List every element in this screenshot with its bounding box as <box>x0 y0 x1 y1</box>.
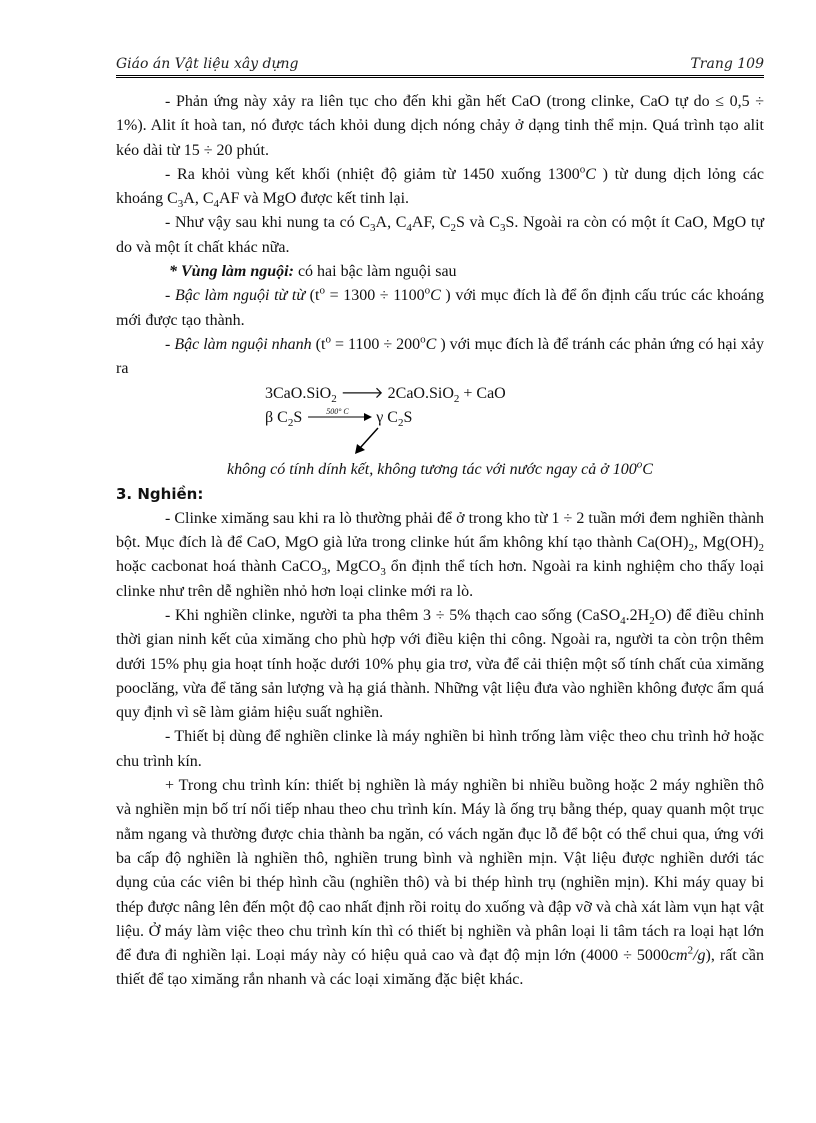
arrow-right-icon <box>306 412 372 422</box>
paragraph-gypsum-additive: - Khi nghiền clinke, người ta pha thêm 3 ÷ 5% thạch cao sống $(CaSO_4.2H_2O)$ để điều chỉnh thời gian ninh kết của ximăng cho phù hợp với điều kiện thi công. Ngoài ra, người ta còn trộn thêm dưới 15% phụ gia hoạt tính hoặc dưới 10% phụ gia trơ, vừa để cải thiện một số tính chất của ximăng pooclăng, vừa để tăng sản lượng và hạ giá thành. Những vật liệu đưa vào nghiền không được ẩm quá quy định vì sẽ làm giảm hiệu suất nghiền. <box>116 606 765 722</box>
reaction-arrow: 500° C <box>306 406 372 424</box>
paragraph-after-firing: - Như vậy sau khi nung ta có $C_3A$, $C_4AF$, $C_2S$ và $C_3S$. Ngoài ra còn có một ít CaO, MgO tự do và một ít chất khác nữa. <box>116 214 765 256</box>
section-heading-grinding: 3. Nghiền: <box>116 485 204 504</box>
page-body <box>116 90 764 993</box>
page-header <box>116 52 764 78</box>
equation-alite-decomposition: 3CaO.SiO$_2$ 🡒 2CaO.SiO$_2$ + CaO <box>265 384 506 405</box>
note-no-binding: không có tính dính kết, không tương tác với nước ngay cả ở 100$^o$C <box>227 458 653 479</box>
paragraph-clinker-storage: - Clinke ximăng sau khi ra lò thường phải để ở trong kho từ 1 ÷ 2 tuần mới đem nghiền thành bột. Mục đích là để CaO, MgO già lửa trong clinke hút ẩm không khí tạo thành $Ca(OH)_2$, $Mg(OH)_2$ hoặc cacbonat hoá thành CaCO$_3$, MgCO$_3$ ổn định thể tích hơn. Ngoài ra kinh nghiệm cho thấy loại clinke như trên dễ nghiền nhỏ hơn loại clinke mới ra lò. <box>116 509 765 600</box>
paragraph-slow-cooling: - Bậc làm nguội từ từ ($t^o = 1300 \div 1100^oC$ ) với mục đích là để ổn định cấu trúc các khoáng mới được tạo thành. <box>116 285 765 329</box>
paragraph-fast-cooling: - Bậc làm nguội nhanh ($t^o = 1100 \div 200^oC$ ) với mục đích là để tránh các phản ứng có hại xảy ra <box>116 333 765 378</box>
header-title: Giáo án Vật liệu xây dựng <box>116 56 299 72</box>
arrow-down-left-icon <box>352 426 382 456</box>
diagonal-arrow-area <box>116 430 764 458</box>
header-rule <box>116 75 764 76</box>
header-page-number: Trang 109 <box>690 56 764 72</box>
paragraph-alit-reaction: - Phản ứng này xảy ra liên tục cho đến khi gần hết CaO (trong clinke, CaO tự do ≤ 0,5 ÷ 1%). Alit ít hoà tan, nó được tách khỏi dung dịch nóng chảy ở dạng tinh thể mịn. Quá trình tạo alit kéo dài từ 15 ÷ 20 phút. <box>116 93 764 159</box>
header-rule-thin <box>116 77 764 78</box>
paragraph-cooling-zone: * Vùng làm nguội: có hai bậc làm nguội sau <box>169 263 457 281</box>
equation-belite-transition: β $C_2S$ 500° C γ $C_2S$ <box>265 406 413 430</box>
paragraph-cooling-crystallize: - Ra khỏi vùng kết khối (nhiệt độ giảm từ 1450 xuống 1300$^o$C ) từ dung dịch lỏng các khoáng $C_3A$, $C_4AF$ và MgO được kết tinh lại. <box>116 163 765 211</box>
paragraph-grinding-equipment: - Thiết bị dùng để nghiền clinke là máy nghiền bi hình trống làm việc theo chu trình hở hoặc chu trình kín. <box>116 728 764 770</box>
paragraph-closed-circuit: + Trong chu trình kín: thiết bị nghiền là máy nghiền bi nhiều buồng hoặc 2 máy nghiền thô và nghiền mịn bố trí nối tiếp nhau theo chu trình kín. Máy là ống trụ bằng thép, quay quanh một trục nằm ngang và thường được chia thành ba ngăn, có vách ngăn đục lỗ để bột có thể chui qua, ứng với ba cấp độ nghiền là nghiền thô, nghiền trung bình và nghiền mịn. Vật liệu được nghiền dưới tác dụng của các viên bi thép hình cầu (nghiền thô) và bi thép hình trụ (nghiền mịn). Khi máy quay bi thép được nâng lên đến một độ cao nhất định rồi roitụ do xuống và đập vỡ và chà xát làm vụn hạt vật liệu. Ở máy làm việc theo chu trình kín thì có thiết bị nghiền và phân loại li tâm tách ra loại hạt lớn để đưa đi nghiền lại. Loại máy này có hiệu quả cao và đạt độ mịn lớn $(4000 \div 5000cm^2/g)$, rất cần thiết để tạo ximăng rắn nhanh và các loại ximăng đặc biệt khác. <box>116 777 764 989</box>
